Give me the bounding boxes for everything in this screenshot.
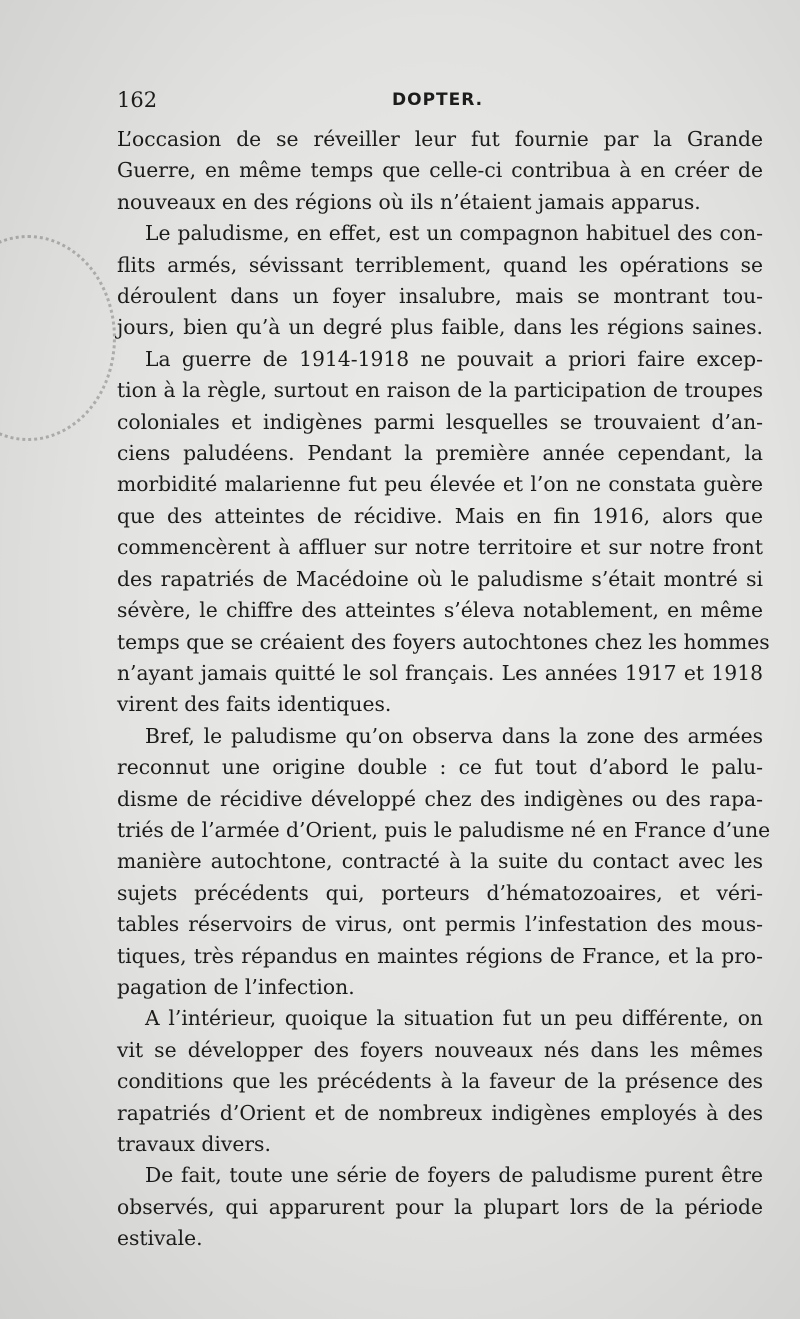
text-line: jours, bien qu’à un degré plus faible, dans les régions saines. <box>117 315 763 340</box>
text-line: n’ayant jamais quitté le sol français. Les années 1917 et 1918 <box>117 660 763 685</box>
text-line: pagation de l’infection. <box>117 974 355 999</box>
running-head: DOPTER. <box>392 90 484 110</box>
library-stamp <box>0 235 116 441</box>
text-line: disme de récidive développé chez des indigènes ou des rapa- <box>117 786 763 811</box>
text-line: observés, qui apparurent pour la plupart lors de la période <box>117 1194 763 1219</box>
text-line: La guerre de 1914-1918 ne pouvait a priori faire excep- <box>145 346 763 371</box>
text-line: Guerre, en même temps que celle-ci contribua à en créer de <box>117 158 763 183</box>
text-line: manière autochtone, contracté à la suite du contact avec les <box>117 849 763 874</box>
text-line: temps que se créaient des foyers autochtones chez les hommes <box>117 629 770 654</box>
text-line: triés de l’armée d’Orient, puis le paludisme né en France d’une <box>117 817 771 842</box>
text-line: vit se développer des foyers nouveaux nés dans les mêmes <box>117 1037 763 1062</box>
text-line: estivale. <box>117 1226 203 1251</box>
page-header <box>117 88 760 114</box>
text-line: Le paludisme, en effet, est un compagnon habituel des con- <box>145 221 763 246</box>
text-line: commencèrent à affluer sur notre territoire et sur notre front <box>117 535 763 560</box>
text-line: que des atteintes de récidive. Mais en fin 1916, alors que <box>117 503 763 528</box>
text-line: tiques, très répandus en maintes régions de France, et la pro- <box>117 943 763 968</box>
text-line: coloniales et indigènes parmi lesquelles se trouvaient d’an- <box>117 409 763 434</box>
text-line: tion à la règle, surtout en raison de la participation de troupes <box>117 378 763 403</box>
text-line: nouveaux en des régions où ils n’étaient jamais apparus. <box>117 189 701 214</box>
text-line: tables réservoirs de virus, ont permis l’infestation des mous- <box>117 912 763 937</box>
text-line: rapatriés d’Orient et de nombreux indigènes employés à des <box>117 1100 763 1125</box>
text-line: sujets précédents qui, porteurs d’hématozoaires, et véri- <box>117 880 763 905</box>
text-line: reconnut une origine double : ce fut tout d’abord le palu- <box>117 755 763 780</box>
text-line: travaux divers. <box>117 1132 271 1156</box>
text-line: De fait, toute une série de foyers de paludisme purent être <box>145 1163 763 1188</box>
text-line: virent des faits identiques. <box>117 692 392 717</box>
text-line: sévère, le chiffre des atteintes s’éleva notablement, en même <box>117 598 763 623</box>
body-text <box>117 124 771 1255</box>
text-line: morbidité malarienne fut peu élevée et l’on ne constata guère <box>117 472 763 497</box>
text-line: A l’intérieur, quoique la situation fut un peu différente, on <box>145 1006 763 1031</box>
page-number: 162 <box>117 88 158 112</box>
text-line: L’occasion de se réveiller leur fut fournie par la Grande <box>117 127 763 151</box>
text-line: ciens paludéens. Pendant la première année cependant, la <box>117 441 763 466</box>
text-line: déroulent dans un foyer insalubre, mais se montrant tou- <box>117 284 763 309</box>
text-line: conditions que les précédents à la faveur de la présence des <box>117 1069 763 1094</box>
text-line: Bref, le paludisme qu’on observa dans la zone des armées <box>145 723 763 748</box>
text-line: des rapatriés de Macédoine où le paludisme s’était montré si <box>117 566 763 591</box>
text-line: flits armés, sévissant terriblement, quand les opérations se <box>117 252 763 277</box>
